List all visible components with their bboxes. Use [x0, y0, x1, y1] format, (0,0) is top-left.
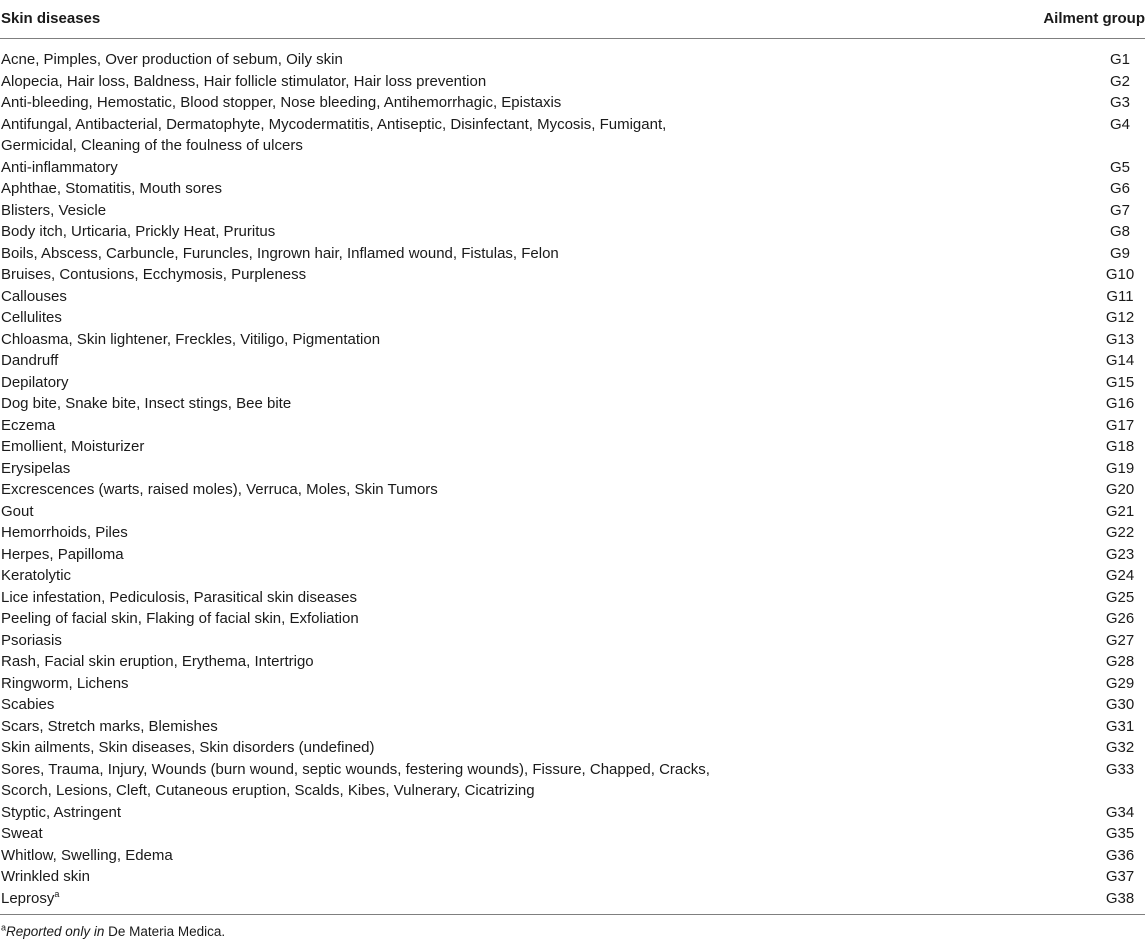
table-row: [0, 651, 1145, 673]
ailment-group-cell: G16: [1105, 395, 1135, 412]
skin-disease-text: Antifungal, Antibacterial, Dermatophyte, Mycodermatitis, Antiseptic, Disinfectant, Mycosis, Fumigant, Germicidal, Cleaning of the foulness of ulcers: [1, 115, 667, 154]
footnote-italic-text: Reported only in: [6, 924, 105, 939]
table-row: [0, 436, 1145, 458]
skin-disease-text: Wrinkled skin: [1, 868, 90, 885]
ailment-group-cell: G8: [1109, 223, 1130, 240]
skin-disease-text: Emollient, Moisturizer: [1, 438, 145, 455]
table-header-row: [0, 0, 1145, 39]
skin-disease-text: Gout: [1, 502, 34, 520]
ailment-group-cell: G15: [1105, 373, 1135, 391]
skin-disease-cell: [0, 372, 1035, 394]
ailment-group-cell: G35: [1105, 825, 1135, 842]
table-row: [0, 802, 1145, 824]
ailment-group-cell: G14: [1105, 352, 1135, 369]
table-row: [0, 415, 1145, 437]
skin-disease-cell: [0, 415, 1035, 437]
ailment-group-cell: G29: [1105, 674, 1135, 692]
skin-disease-cell: [0, 694, 1035, 716]
skin-disease-cell: [0, 587, 1035, 609]
skin-disease-cell: [0, 759, 1035, 802]
skin-disease-text: Hemorrhoids, Piles: [1, 524, 128, 541]
table-row: [0, 200, 1145, 222]
skin-disease-text: Callouses: [1, 287, 67, 305]
table-row: [0, 501, 1145, 523]
skin-disease-text: Chloasma, Skin lightener, Freckles, Vitiligo, Pigmentation: [1, 330, 381, 348]
ailment-group-cell: G3: [1109, 94, 1130, 111]
ailment-group-cell: G7: [1109, 201, 1130, 219]
skin-disease-cell: [0, 501, 1035, 523]
ailment-group-cell: G24: [1105, 567, 1135, 584]
skin-disease-text: Scars, Stretch marks, Blemishes: [1, 717, 218, 735]
skin-disease-text: Acne, Pimples, Over production of sebum, Oily skin: [1, 51, 343, 68]
skin-disease-text: Rash, Facial skin eruption, Erythema, Intertrigo: [1, 653, 314, 670]
skin-disease-cell: [0, 565, 1035, 587]
table-row: [0, 157, 1145, 179]
skin-disease-cell: [0, 114, 1035, 157]
ailment-group-cell: G27: [1105, 631, 1135, 649]
table-row: [0, 479, 1145, 501]
skin-disease-text: Keratolytic: [1, 567, 72, 584]
ailment-group-cell: G25: [1105, 588, 1135, 606]
table-row: [0, 866, 1145, 888]
table-row: [0, 759, 1145, 802]
table-row: [0, 350, 1145, 372]
ailment-group-cell: G18: [1105, 438, 1135, 455]
ailment-group-cell: G5: [1109, 158, 1130, 176]
footnote-source-text: De Materia Medica.: [104, 924, 226, 939]
table-row: [0, 39, 1145, 71]
table-row: [0, 737, 1145, 759]
header-skin-diseases: Skin diseases: [0, 0, 1035, 39]
footnote-reference-marker: a: [54, 888, 60, 899]
ailment-group-cell: G11: [1106, 287, 1134, 305]
footnote-marker: a: [1, 922, 7, 933]
skin-disease-cell: [0, 630, 1035, 652]
header-ailment-group: Ailment group: [1035, 0, 1145, 39]
skin-disease-cell: [0, 243, 1035, 265]
table-row: [0, 544, 1145, 566]
table-row: [0, 243, 1145, 265]
skin-disease-text: Anti-bleeding, Hemostatic, Blood stopper, Nose bleeding, Antihemorrhagic, Epistaxis: [1, 94, 562, 111]
ailment-group-cell: G32: [1105, 739, 1135, 756]
ailment-group-cell: G17: [1105, 416, 1135, 434]
table-row: [0, 307, 1145, 329]
table-row: [0, 264, 1145, 286]
skin-disease-text: Anti-inflammatory: [1, 158, 118, 176]
skin-disease-text: Cellulites: [1, 309, 62, 326]
skin-disease-cell: [0, 329, 1035, 351]
ailment-group-cell: G36: [1105, 846, 1135, 864]
skin-disease-text: Body itch, Urticaria, Prickly Heat, Pruritus: [1, 223, 276, 240]
table-row: [0, 286, 1145, 308]
skin-disease-text: Sores, Trauma, Injury, Wounds (burn wound, septic wounds, festering wounds), Fissure, Chapped, Cracks, Scorch, Lesions, Cleft, Cutaneous eruption, Scalds, Kibes, Vulnerary, Cicatrizing: [1, 760, 710, 799]
skin-disease-text: Sweat: [1, 825, 43, 842]
ailment-group-cell: G21: [1105, 502, 1135, 520]
skin-disease-cell: [0, 178, 1035, 200]
ailment-group-cell: G12: [1105, 309, 1135, 326]
table-row: [0, 673, 1145, 695]
skin-disease-cell: [0, 802, 1035, 824]
skin-disease-cell: [0, 608, 1035, 630]
ailment-group-cell: G30: [1105, 696, 1135, 713]
ailment-group-cell: G26: [1105, 610, 1135, 627]
skin-disease-text: Bruises, Contusions, Ecchymosis, Purpleness: [1, 266, 307, 283]
skin-disease-cell: [0, 307, 1035, 329]
skin-disease-text: Aphthae, Stomatitis, Mouth sores: [1, 180, 222, 197]
table-row: [0, 329, 1145, 351]
ailment-group-cell: G10: [1105, 266, 1135, 283]
table-row: [0, 716, 1145, 738]
skin-disease-text: Whitlow, Swelling, Edema: [1, 846, 173, 864]
ailment-group-cell: G34: [1105, 803, 1135, 821]
skin-disease-cell: [0, 350, 1035, 372]
skin-disease-text: Ringworm, Lichens: [1, 674, 129, 692]
ailment-group-cell: G19: [1105, 459, 1135, 477]
skin-disease-text: Blisters, Vesicle: [1, 201, 107, 219]
skin-disease-cell: [0, 845, 1035, 867]
skin-disease-text: Depilatory: [1, 373, 69, 391]
table-row: [0, 393, 1145, 415]
ailment-group-cell: G6: [1109, 180, 1130, 197]
ailment-group-cell: G31: [1105, 717, 1135, 735]
skin-disease-text: Lice infestation, Pediculosis, Parasitical skin diseases: [1, 588, 358, 606]
skin-disease-text: Boils, Abscess, Carbuncle, Furuncles, Ingrown hair, Inflamed wound, Fistulas, Felon: [1, 244, 559, 262]
table-row: [0, 845, 1145, 867]
skin-disease-cell: [0, 737, 1035, 759]
table-row: [0, 221, 1145, 243]
skin-disease-text: Dog bite, Snake bite, Insect stings, Bee bite: [1, 395, 292, 412]
table-row: [0, 71, 1145, 93]
skin-disease-cell: [0, 479, 1035, 501]
skin-disease-text: Eczema: [1, 416, 56, 434]
table-row: [0, 823, 1145, 845]
table-row: [0, 888, 1145, 915]
table-row: [0, 587, 1145, 609]
ailment-group-cell: G28: [1105, 653, 1135, 670]
skin-disease-cell: [0, 221, 1035, 243]
skin-disease-cell: [0, 716, 1035, 738]
skin-disease-text: Scabies: [1, 696, 55, 713]
table-body: [0, 39, 1145, 915]
skin-disease-text: Psoriasis: [1, 631, 62, 649]
skin-disease-cell: [0, 888, 1035, 915]
skin-disease-text: Excrescences (warts, raised moles), Verruca, Moles, Skin Tumors: [1, 481, 438, 498]
skin-disease-cell: [0, 92, 1035, 114]
skin-disease-cell: [0, 157, 1035, 179]
skin-disease-text: Dandruff: [1, 352, 59, 369]
ailment-group-cell: G4: [1109, 115, 1130, 133]
skin-disease-cell: [0, 264, 1035, 286]
ailment-group-cell: G13: [1105, 330, 1135, 348]
ailment-group-cell: G2: [1109, 72, 1130, 90]
table-row: [0, 522, 1145, 544]
table-footnote: [0, 915, 1145, 941]
skin-disease-cell: [0, 651, 1035, 673]
skin-disease-cell: [0, 393, 1035, 415]
skin-disease-cell: [0, 673, 1035, 695]
skin-disease-cell: [0, 200, 1035, 222]
table-row: [0, 114, 1145, 157]
skin-disease-text: Skin ailments, Skin diseases, Skin disorders (undefined): [1, 739, 375, 756]
ailment-group-cell: G23: [1105, 545, 1135, 563]
ailment-group-cell: G9: [1109, 244, 1130, 262]
skin-disease-text: Herpes, Papilloma: [1, 545, 124, 563]
skin-disease-text: Styptic, Astringent: [1, 803, 122, 821]
ailment-group-cell: G22: [1105, 524, 1135, 541]
table-row: [0, 372, 1145, 394]
skin-disease-text: Alopecia, Hair loss, Baldness, Hair follicle stimulator, Hair loss prevention: [1, 72, 487, 90]
table-row: [0, 178, 1145, 200]
skin-disease-cell: [0, 286, 1035, 308]
skin-disease-cell: [0, 39, 1035, 71]
table-row: [0, 630, 1145, 652]
skin-disease-text: Peeling of facial skin, Flaking of facial skin, Exfoliation: [1, 610, 359, 627]
skin-disease-text: Erysipelas: [1, 459, 71, 477]
table-row: [0, 608, 1145, 630]
ailment-group-cell: G20: [1105, 481, 1135, 498]
ailment-group-cell: G37: [1105, 868, 1135, 885]
ailment-group-cell: G1: [1109, 51, 1130, 68]
ailment-group-cell: G38: [1035, 888, 1145, 915]
table-row: [0, 694, 1145, 716]
skin-disease-cell: [0, 458, 1035, 480]
table-row: [0, 92, 1145, 114]
skin-disease-cell: [0, 436, 1035, 458]
skin-disease-cell: [0, 544, 1035, 566]
ailment-group-cell: G33: [1105, 760, 1135, 778]
skin-disease-cell: [0, 522, 1035, 544]
skin-disease-cell: [0, 866, 1035, 888]
skin-disease-cell: [0, 71, 1035, 93]
table-row: [0, 565, 1145, 587]
skin-disease-text: Leprosy: [1, 889, 55, 907]
skin-disease-cell: [0, 823, 1035, 845]
table-row: [0, 458, 1145, 480]
